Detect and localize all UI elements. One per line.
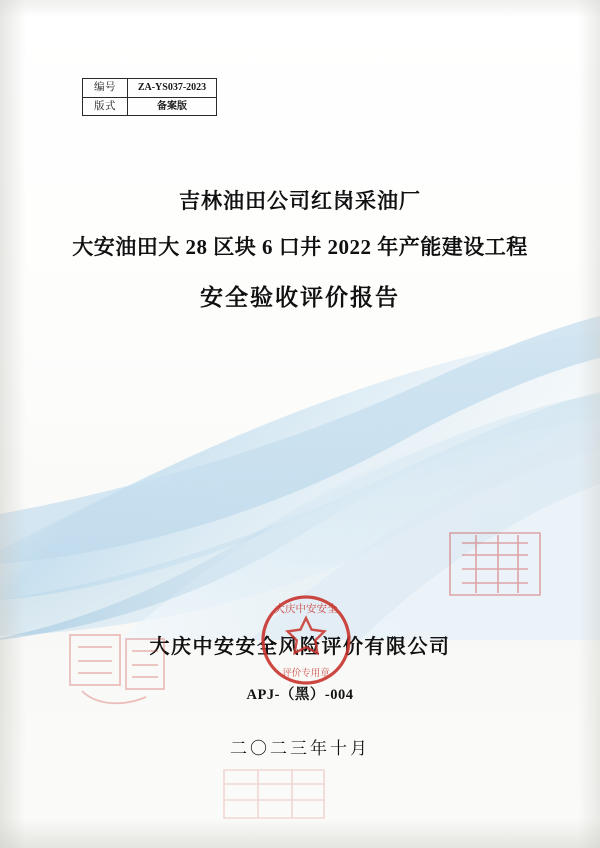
company-name: 大庆中安安全风险评价有限公司: [149, 636, 451, 658]
table-row: [83, 97, 217, 116]
publication-date: 二〇二三年十月: [230, 739, 370, 758]
edition-label: 版式: [83, 97, 128, 116]
title-block: [0, 185, 600, 317]
scan-edge-right: [578, 0, 600, 848]
decorative-wave-graphic: [0, 300, 600, 640]
code-label: 编号: [83, 79, 128, 98]
svg-text:评价专用章: 评价专用章: [282, 669, 330, 679]
footer-block: [0, 630, 600, 759]
scan-edge-left: [0, 0, 26, 848]
certificate-number: APJ-（黑）-004: [246, 687, 354, 703]
svg-text:大庆中安安全: 大庆中安安全: [274, 604, 338, 615]
edition-value: 备案版: [128, 97, 217, 116]
table-row: [83, 79, 217, 98]
page-title-organization: 吉林油田公司红岗采油厂: [179, 189, 421, 213]
document-code-table: [82, 78, 217, 116]
code-value: ZA-YS037-2023: [128, 79, 217, 98]
scan-edge-bottom: [0, 818, 600, 848]
page-title-report: 安全验收评价报告: [200, 285, 400, 311]
scan-edge-top: [0, 0, 600, 18]
page-title-project: 大安油田大 28 区块 6 口井 2022 年产能建设工程: [72, 234, 528, 259]
